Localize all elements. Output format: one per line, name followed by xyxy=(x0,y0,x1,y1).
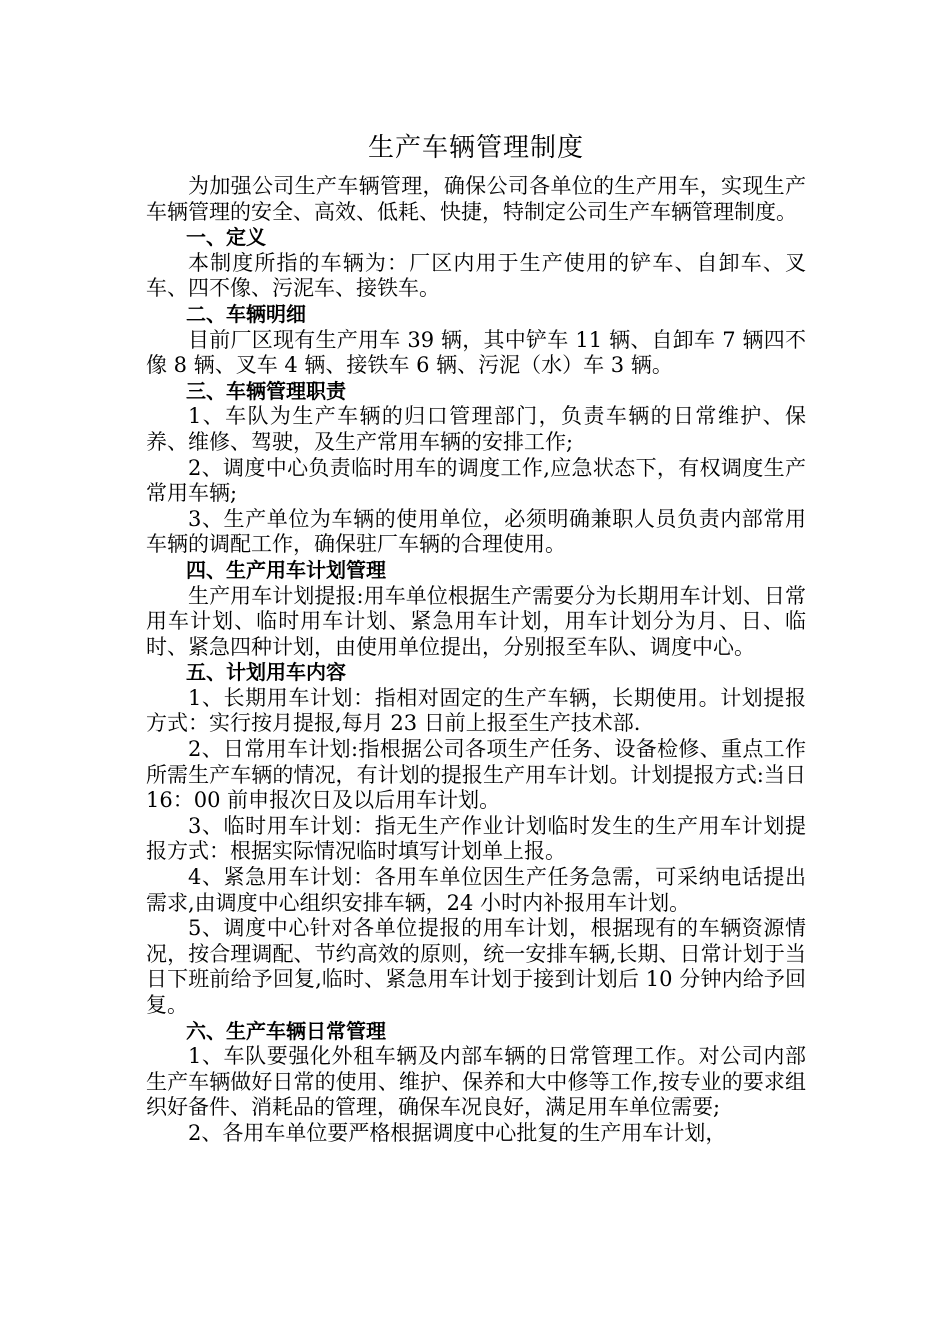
section-plan-management xyxy=(146,558,806,660)
section-heading: 六、生产车辆日常管理 xyxy=(186,1018,386,1043)
section-paragraph: 本制度所指的车辆为：厂区内用于生产使用的铲车、自卸车、叉车、四不像、污泥车、接铁车。 xyxy=(146,250,806,301)
document-title: 生产车辆管理制度 xyxy=(367,133,584,163)
section-vehicle-list xyxy=(146,302,806,379)
section-paragraph: 生产用车计划提报:用车单位根据生产需要分为长期用车计划、日常用车计划、临时用车计划、紧急用车计划，用车计划分为月、日、临时、紧急四种计划，由使用单位提出，分别报至车队、调度中心。 xyxy=(146,583,806,659)
section-paragraph: 4、紧急用车计划：各用车单位因生产任务急需，可采纳电话提出需求,由调度中心组织安排车辆，24 小时内补报用车计划。 xyxy=(146,865,806,915)
section-heading: 一、定义 xyxy=(186,225,266,250)
section-paragraph: 目前厂区现有生产用车 39 辆，其中铲车 11 辆、自卸车 7 辆四不像 8 辆、叉车 4 辆、接铁车 6 辆、污泥（水）车 3 辆。 xyxy=(146,327,806,378)
section-paragraph: 2、调度中心负责临时用车的调度工作,应急状态下，有权调度生产常用车辆; xyxy=(146,455,806,506)
section-paragraph: 3、临时用车计划：指无生产作业计划临时发生的生产用车计划提报方式：根据实际情况临时填写计划单上报。 xyxy=(146,813,806,864)
section-daily-management xyxy=(146,1019,806,1147)
section-paragraph: 5、调度中心针对各单位提报的用车计划，根据现有的车辆资源情况，按合理调配、节约高效的原则，统一安排车辆,长期、日常计划于当日下班前给予回复,临时、紧急用车计划于接到计划后 10 分钟内给予回复。 xyxy=(146,916,806,1017)
document-page xyxy=(146,126,806,1147)
section-heading: 五、计划用车内容 xyxy=(186,660,346,685)
section-plan-content xyxy=(146,660,806,1018)
section-definition xyxy=(146,225,806,302)
section-paragraph: 1、长期用车计划：指相对固定的生产车辆，长期使用。计划提报方式：实行按月提报,每月 23 日前上报至生产技术部. xyxy=(146,685,806,736)
intro-paragraph: 为加强公司生产车辆管理，确保公司各单位的生产用车，实现生产车辆管理的安全、高效、低耗、快捷，特制定公司生产车辆管理制度。 xyxy=(146,174,806,224)
section-paragraph: 1、车队要强化外租车辆及内部车辆的日常管理工作。对公司内部生产车辆做好日常的使用、维护、保养和大中修等工作,按专业的要求组织好备件、消耗品的管理，确保车况良好，满足用车单位需要; xyxy=(146,1044,806,1120)
section-paragraph: 2、各用车单位要严格根据调度中心批复的生产用车计划， xyxy=(188,1120,727,1145)
section-heading: 三、车辆管理职责 xyxy=(186,378,346,403)
section-paragraph: 2、日常用车计划:指根据公司各项生产任务、设备检修、重点工作所需生产车辆的情况，有计划的提报生产用车计划。计划提报方式:当日 16：00 前申报次日及以后用车计划。 xyxy=(146,737,806,813)
section-paragraph: 1、车队为生产车辆的归口管理部门，负责车辆的日常维护、保养、维修、驾驶，及生产常用车辆的安排工作; xyxy=(146,404,806,454)
section-responsibilities xyxy=(146,379,806,558)
section-paragraph: 3、生产单位为车辆的使用单位，必须明确兼职人员负责内部常用车辆的调配工作，确保驻厂车辆的合理使用。 xyxy=(146,506,806,557)
section-heading: 四、生产用车计划管理 xyxy=(186,557,386,582)
section-heading: 二、车辆明细 xyxy=(186,301,306,326)
